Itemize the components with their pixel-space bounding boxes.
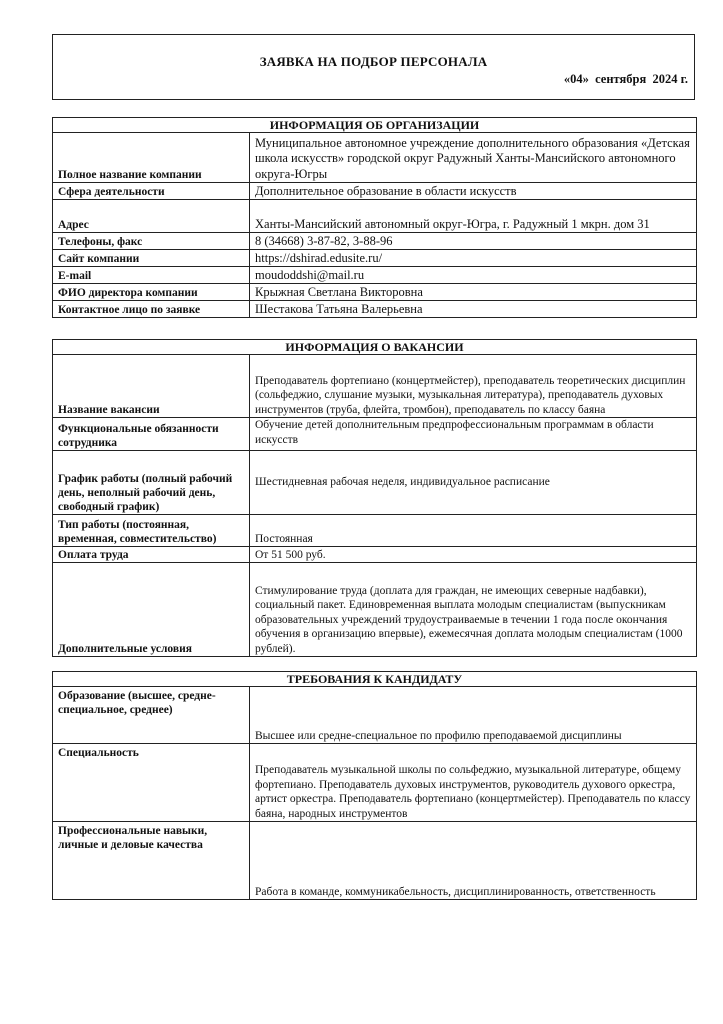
vac-label-salary: Оплата труда: [53, 547, 250, 563]
org-value-director: Крыжная Светлана Викторовна: [250, 284, 697, 301]
table-row: [53, 451, 697, 515]
vac-label-title: Название вакансии: [53, 355, 250, 418]
table-row: [53, 687, 697, 744]
table-row: [53, 133, 697, 183]
req-label-skills: Профессиональные навыки, личные и деловые качества: [53, 822, 250, 900]
org-label-field: Сфера деятельности: [53, 183, 250, 200]
org-label-address: Адрес: [53, 200, 250, 233]
vacancy-table: [52, 339, 697, 657]
organization-section-title: ИНФОРМАЦИЯ ОБ ОРГАНИЗАЦИИ: [53, 118, 697, 133]
org-value-email: moudoddshi@mail.ru: [250, 267, 697, 284]
vac-label-extra: Дополнительные условия: [53, 563, 250, 657]
org-label-email: E-mail: [53, 267, 250, 284]
org-value-name: Муниципальное автономное учреждение дополнительного образования «Детская школа искусств» городской округ Радужный Ханты-Мансийского автономного округа-Югры: [250, 133, 697, 183]
vacancy-section-title: ИНФОРМАЦИЯ О ВАКАНСИИ: [53, 340, 697, 355]
requirements-table: [52, 671, 697, 900]
requirements-section-title: ТРЕБОВАНИЯ К КАНДИДАТУ: [53, 672, 697, 687]
vac-label-schedule: График работы (полный рабочий день, неполный рабочий день, свободный график): [53, 451, 250, 515]
table-row: [53, 744, 697, 822]
org-label-name: Полное название компании: [53, 133, 250, 183]
vac-value-salary: От 51 500 руб.: [250, 547, 697, 563]
organization-table: [52, 117, 697, 318]
table-row: [53, 547, 697, 563]
table-row: [53, 355, 697, 418]
table-row: [53, 284, 697, 301]
table-row: [53, 183, 697, 200]
vac-label-type: Тип работы (постоянная, временная, совместительство): [53, 515, 250, 547]
table-row: [53, 563, 697, 657]
vac-value-extra: Стимулирование труда (доплата для граждан, не имеющих северные надбавки), социальный пакет. Единовременная выплата молодым специалистам (выпускникам образовательных учреждений трудоустраиваемые в течении 1 года после окончания обучения в организацию впервые), ежемесячная доплата молодым специалистам (1000 рублей).: [250, 563, 697, 657]
table-row: [53, 267, 697, 284]
document-date: «04» сентября 2024 г.: [563, 72, 688, 86]
table-row: [53, 822, 697, 900]
req-value-education: Высшее или средне-специальное по профилю преподаваемой дисциплины: [250, 687, 697, 744]
req-label-specialty: Специальность: [53, 744, 250, 822]
org-label-director: ФИО директора компании: [53, 284, 250, 301]
req-label-education: Образование (высшее, средне-специальное, среднее): [53, 687, 250, 744]
table-row: [53, 418, 697, 451]
table-row: [53, 250, 697, 267]
table-row: [53, 200, 697, 233]
vac-value-schedule: Шестидневная рабочая неделя, индивидуальное расписание: [250, 451, 697, 515]
table-row: [53, 301, 697, 318]
org-label-contact: Контактное лицо по заявке: [53, 301, 250, 318]
org-value-contact: Шестакова Татьяна Валерьевна: [250, 301, 697, 318]
req-value-skills: Работа в команде, коммуникабельность, дисциплинированность, ответственность: [250, 822, 697, 900]
org-value-site: https://dshirad.edusite.ru/: [250, 250, 697, 267]
org-label-phones: Телефоны, факс: [53, 233, 250, 250]
org-value-address: Ханты-Мансийский автономный округ-Югра, г. Радужный 1 мкрн. дом 31: [250, 200, 697, 233]
vac-value-duties: Обучение детей дополнительным предпрофессиональным программам в области искусств: [250, 418, 697, 451]
document-title: ЗАЯВКА НА ПОДБОР ПЕРСОНАЛА: [259, 54, 488, 69]
table-row: [53, 515, 697, 547]
req-value-specialty: Преподаватель музыкальной школы по сольфеджио, музыкальной литературе, общему фортепиано. Преподаватель духовых инструментов, руководитель духового оркестра, артист оркестра. Преподаватель фортепиано (концертмейстер). Преподаватель по классу баяна, народных инструментов: [250, 744, 697, 822]
org-value-phones: 8 (34668) 3-87-82, 3-88-96: [250, 233, 697, 250]
vac-value-type: Постоянная: [250, 515, 697, 547]
org-label-site: Сайт компании: [53, 250, 250, 267]
title-box: [52, 34, 695, 100]
vac-label-duties: Функциональные обязанности сотрудника: [53, 418, 250, 451]
org-value-field: Дополнительное образование в области искусств: [250, 183, 697, 200]
vac-value-title: Преподаватель фортепиано (концертмейстер), преподаватель теоретических дисциплин (сольфеджио, слушание музыки, музыкальная литература), преподаватель духовых инструментов (труба, флейта, тромбон), преподаватель по классу баяна: [250, 355, 697, 418]
table-row: [53, 233, 697, 250]
